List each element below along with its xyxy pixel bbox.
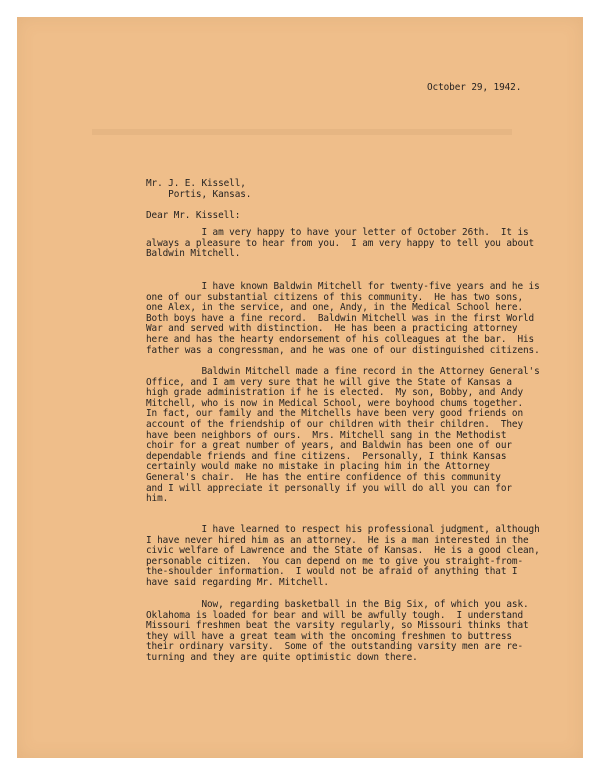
text-line: they will have a great team with the oncoming freshmen to buttress (146, 630, 512, 642)
recipient-address (146, 179, 251, 200)
paragraph-2 (146, 282, 540, 356)
text-line: their ordinary varsity. Some of the outstanding varsity men are re- (146, 641, 524, 653)
text-line: always a pleasure to hear from you. I am very happy to tell you about (146, 237, 535, 249)
faint-letterhead-mark (92, 129, 512, 135)
text-line: Oklahoma is loaded for bear and will be awfully tough. I understand (146, 609, 524, 621)
text-line: I have known Baldwin Mitchell for twenty-five years and he is (146, 281, 540, 292)
text-line: account of the friendship of our children with their children. They (146, 418, 524, 430)
text-line: civic welfare of Lawrence and the State of Kansas. He is a good clean, (146, 545, 540, 557)
text-line: Office, and I am very sure that he will give the State of Kansas a (146, 376, 512, 388)
paragraph-1 (146, 228, 534, 260)
text-line: Baldwin Mitchell. (146, 248, 241, 260)
text-line: Both boys have a fine record. Baldwin Mitchell was in the first World (146, 312, 535, 324)
text-line: turning and they are quite optimistic down there. (146, 651, 418, 663)
text-line: Mitchell, who is now in Medical School, were boyhood chums together. (146, 397, 524, 409)
text-line: and I will appreciate it personally if you will do all you can for (146, 482, 512, 494)
text-line: Baldwin Mitchell made a fine record in the Attorney General's (146, 366, 540, 377)
text-line: him. (146, 493, 169, 505)
text-line: choir for a great number of years, and Baldwin has been one of our (146, 440, 512, 452)
text-line: I am very happy to have your letter of October 26th. It is (146, 227, 529, 238)
letter-date: October 29, 1942. (427, 82, 522, 93)
paragraph-5 (146, 600, 529, 664)
text-line: one of our substantial citizens of this community. He has two sons, (146, 291, 524, 303)
text-line: dependable friends and fine citizens. Personally, I think Kansas (146, 450, 507, 462)
text-line: one Alex, in the service, and one, Andy, in the Medical School here. (146, 302, 524, 314)
text-line: have been neighbors of ours. Mrs. Mitchell sang in the Methodist (146, 429, 507, 441)
salutation: Dear Mr. Kissell: (146, 210, 241, 221)
text-line: War and served with distinction. He has been a practicing attorney (146, 323, 518, 335)
letter-sheet (17, 17, 583, 758)
text-line: personable citizen. You can depend on me to give you straight-from- (146, 555, 524, 567)
text-line: I have never hired him as an attorney. He is a man interested in the (146, 534, 529, 546)
text-line: high grade administration if he is elected. My son, Bobby, and Andy (146, 387, 524, 399)
text-line: General's chair. He has the entire confidence of this community (146, 471, 501, 483)
paragraph-4 (146, 525, 540, 589)
letter-body (17, 17, 583, 758)
text-line: have said regarding Mr. Mitchell. (146, 576, 329, 588)
text-line: I have learned to respect his professional judgment, although (146, 524, 540, 535)
text-line: the-shoulder information. I would not be afraid of anything that I (146, 566, 518, 578)
address-line: Mr. J. E. Kissell, (146, 178, 246, 189)
text-line: certainly would make no mistake in placing him in the Attorney (146, 461, 490, 473)
text-line: father was a congressman, and he was one of our distinguished citizens. (146, 344, 540, 356)
paragraph-3 (146, 367, 540, 505)
text-line: here and has the hearty endorsement of his colleagues at the bar. His (146, 333, 535, 345)
text-line: In fact, our family and the Mitchells have been very good friends on (146, 408, 524, 420)
text-line: Missouri freshmen beat the varsity regularly, so Missouri thinks that (146, 620, 529, 632)
address-line: Portis, Kansas. (146, 188, 252, 200)
text-line: Now, regarding basketball in the Big Six, of which you ask. (146, 599, 529, 610)
